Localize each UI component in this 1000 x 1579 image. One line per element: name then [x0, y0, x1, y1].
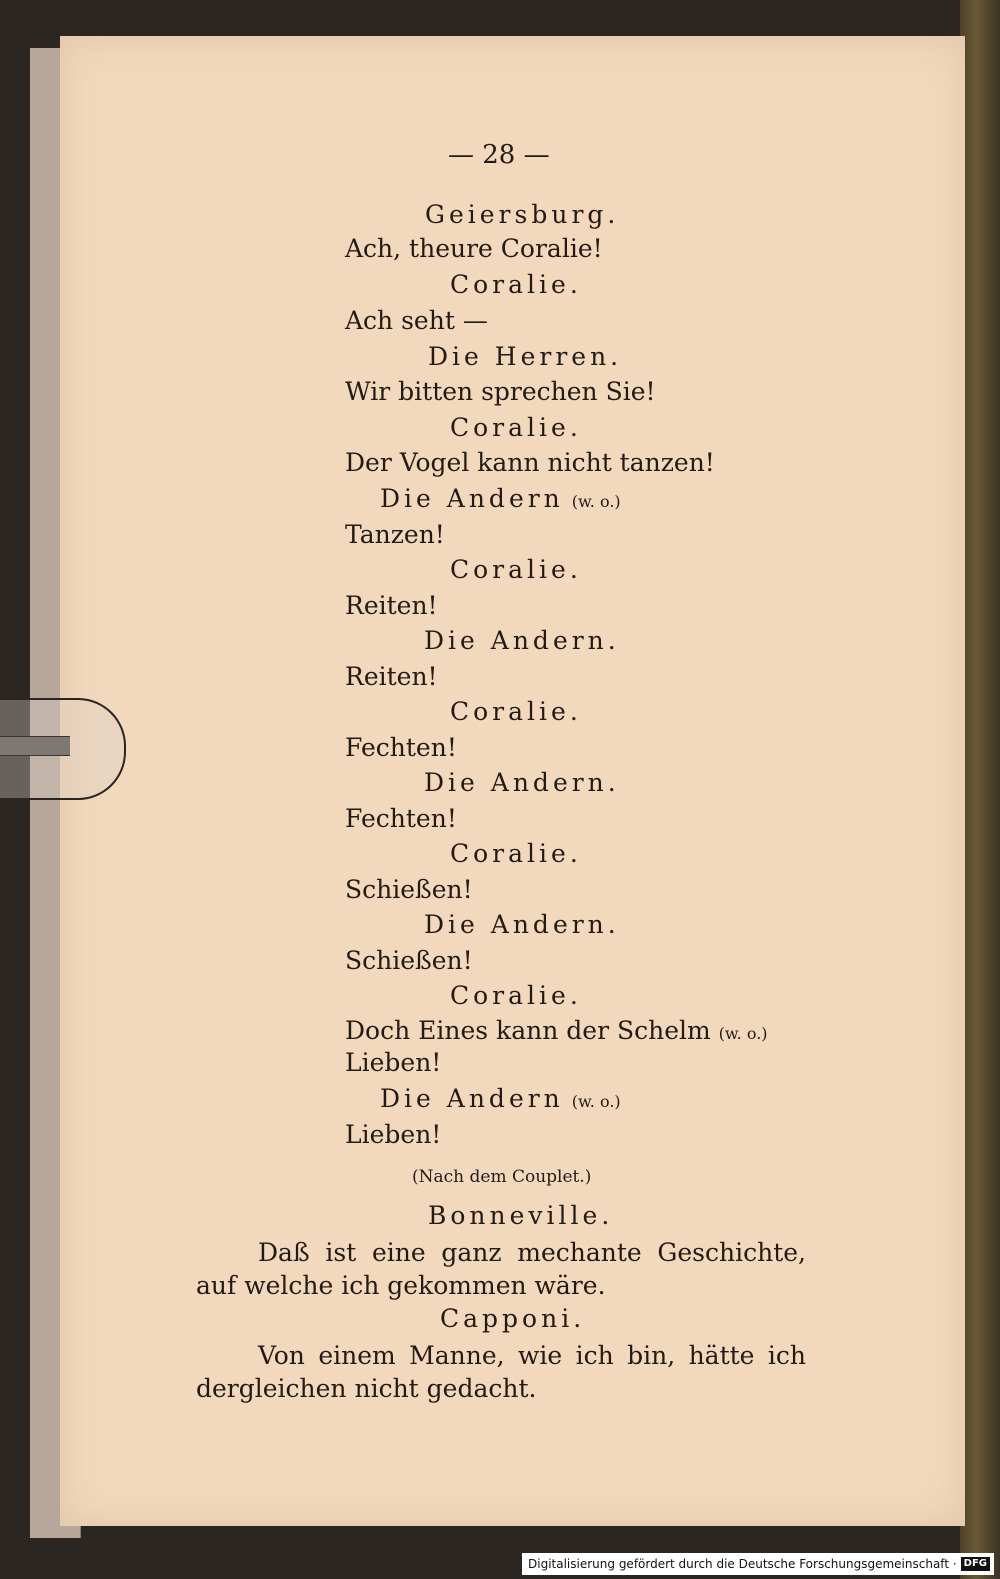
paragraph-bonneville: Daß ist eine ganz mechante Geschichte, auf welche ich gekommen wäre.	[196, 1238, 806, 1300]
page-clip-bar	[0, 736, 70, 756]
speaker-capponi: Capponi.	[440, 1304, 586, 1333]
speaker-coralie: Coralie.	[450, 697, 582, 726]
verse-text: Doch Eines kann der Schelm	[345, 1016, 711, 1045]
speaker-name: Die Andern	[380, 484, 564, 513]
verse-line: Fechten!	[345, 733, 457, 762]
verse-line: Tanzen!	[345, 520, 445, 549]
stage-note: (w. o.)	[571, 1092, 621, 1111]
speaker-die-andern: Die Andern.	[424, 768, 620, 797]
verse-line: Wir bitten sprechen Sie!	[345, 377, 656, 406]
book-spine-edge	[960, 0, 1000, 1579]
speaker-coralie: Coralie.	[450, 270, 582, 299]
speaker-geiersburg: Geiersburg.	[425, 200, 620, 229]
verse-line: Reiten!	[345, 591, 438, 620]
speaker-die-andern	[380, 1084, 621, 1117]
stage-note: (w. o.)	[571, 492, 621, 511]
speaker-coralie: Coralie.	[450, 555, 582, 584]
page-number: — 28 —	[448, 140, 550, 170]
speaker-die-andern	[380, 484, 621, 517]
verse-line: Schießen!	[345, 875, 473, 904]
speaker-die-andern: Die Andern.	[424, 910, 620, 939]
speaker-die-andern: Die Andern.	[424, 626, 620, 655]
verse-line: Ach, theure Coralie!	[345, 234, 603, 263]
stage-note: (w. o.)	[718, 1024, 768, 1043]
verse-line: Fechten!	[345, 804, 457, 833]
paragraph-capponi: Von einem Manne, wie ich bin, hätte ich dergleichen nicht gedacht.	[196, 1341, 806, 1403]
verse-line: Lieben!	[345, 1120, 442, 1149]
dfg-logo: DFG	[961, 1557, 990, 1571]
speaker-coralie: Coralie.	[450, 839, 582, 868]
verse-line: Schießen!	[345, 946, 473, 975]
verse-line	[345, 1016, 768, 1049]
speaker-name: Die Andern	[380, 1084, 564, 1113]
verse-line: Ach seht —	[345, 306, 488, 335]
credit-text: Digitalisierung gefördert durch die Deutsche Forschungsgemeinschaft ·	[528, 1557, 957, 1571]
verse-line: Der Vogel kann nicht tanzen!	[345, 448, 715, 477]
speaker-die-herren: Die Herren.	[428, 342, 623, 371]
digitization-credit	[522, 1553, 994, 1575]
speaker-coralie: Coralie.	[450, 981, 582, 1010]
verse-line: Reiten!	[345, 662, 438, 691]
verse-line: Lieben!	[345, 1048, 442, 1077]
speaker-coralie: Coralie.	[450, 413, 582, 442]
stage-direction: (Nach dem Couplet.)	[412, 1167, 592, 1187]
speaker-bonneville: Bonneville.	[428, 1201, 614, 1230]
